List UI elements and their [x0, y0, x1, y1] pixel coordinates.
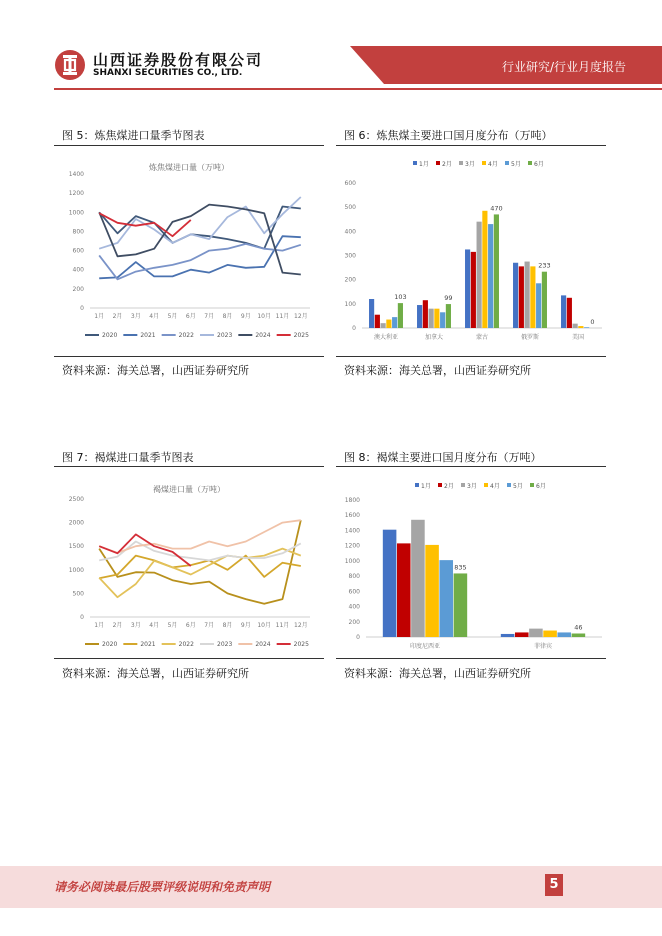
legend-swatch-6月	[528, 161, 532, 165]
legend-label-2023: 2023	[217, 641, 233, 648]
bar-2月	[375, 315, 380, 328]
bar-6月	[446, 304, 451, 328]
y-tick-label: 1000	[68, 566, 84, 574]
y-tick-label: 800	[348, 573, 360, 581]
x-tick-label: 澳大利亚	[373, 334, 399, 341]
x-tick-label: 加拿大	[424, 334, 444, 341]
y-tick-label: 600	[72, 247, 84, 255]
x-tick-label: 10月	[257, 622, 271, 629]
legend-swatch-3月	[461, 483, 465, 487]
y-tick-label: 1600	[344, 512, 360, 520]
y-tick-label: 300	[344, 252, 356, 260]
figure-5-bottom-rule	[54, 356, 324, 357]
figure-8-top-rule	[336, 466, 606, 467]
legend-swatch-3月	[459, 161, 463, 165]
bar-6月	[398, 303, 403, 328]
chart-title: 褐煤进口量（万吨）	[153, 485, 225, 494]
figure-5-title: 图 5：炼焦煤进口量季节图表	[62, 129, 205, 142]
bar-4月	[530, 266, 535, 328]
figure-5-top-rule	[54, 145, 324, 146]
figure-6-top-rule	[336, 145, 606, 146]
x-tick-label: 7月	[204, 313, 215, 320]
figure-6-title: 图 6：炼焦煤主要进口国月度分布（万吨）	[344, 129, 553, 142]
bar-1月	[465, 249, 470, 328]
y-tick-label: 200	[72, 285, 84, 293]
x-tick-label: 10月	[257, 313, 271, 320]
x-tick-label: 美国	[571, 334, 585, 341]
bar-1月	[561, 295, 566, 328]
x-tick-label: 1月	[94, 622, 105, 629]
x-tick-label: 11月	[275, 313, 290, 320]
x-tick-label: 1月	[94, 313, 105, 320]
disclaimer-link[interactable]: 请务必阅读最后股票评级说明和免责声明	[54, 880, 271, 894]
y-tick-label: 0	[80, 614, 84, 621]
legend-swatch-6月	[530, 483, 534, 487]
bar-1月	[383, 530, 397, 637]
legend-label-2024: 2024	[255, 641, 271, 648]
x-tick-label: 菲律宾	[533, 643, 553, 650]
company-logo-icon	[54, 49, 86, 81]
bar-5月	[584, 327, 589, 328]
x-tick-label: 9月	[240, 313, 251, 320]
bar-5月	[440, 312, 445, 328]
legend-label-4月: 4月	[488, 161, 498, 168]
data-label: 233	[538, 261, 551, 270]
figure-7-source: 资料来源：海关总署，山西证券研究所	[62, 667, 249, 680]
figure-8-chart	[336, 472, 606, 652]
legend-label-3月: 3月	[467, 483, 477, 490]
x-tick-label: 7月	[204, 622, 215, 629]
bar-5月	[488, 224, 493, 328]
x-tick-label: 12月	[294, 313, 308, 320]
y-tick-label: 1000	[344, 557, 360, 565]
legend-label-2024: 2024	[255, 332, 271, 339]
y-tick-label: 1000	[68, 209, 84, 217]
y-tick-label: 0	[352, 325, 356, 332]
legend-label-2月: 2月	[442, 161, 452, 168]
bar-2月	[519, 266, 524, 328]
legend-label-3月: 3月	[465, 161, 475, 168]
y-tick-label: 0	[356, 634, 360, 641]
legend-label-6月: 6月	[534, 161, 544, 168]
bar-1月	[369, 299, 374, 328]
legend-label-2021: 2021	[140, 641, 156, 648]
y-tick-label: 500	[344, 204, 356, 212]
y-tick-label: 1800	[344, 497, 360, 504]
y-tick-label: 400	[348, 603, 360, 611]
bar-3月	[411, 520, 425, 637]
bar-5月	[536, 283, 541, 328]
x-tick-label: 2月	[112, 313, 123, 320]
legend-label-6月: 6月	[536, 483, 546, 490]
data-label: 99	[444, 294, 453, 303]
x-tick-label: 2月	[112, 622, 123, 629]
y-tick-label: 0	[80, 305, 84, 312]
y-tick-label: 1400	[344, 527, 360, 535]
legend-label-2021: 2021	[140, 332, 156, 339]
y-tick-label: 600	[348, 588, 360, 596]
figure-8-bottom-rule	[336, 658, 606, 659]
legend-swatch-1月	[415, 483, 419, 487]
bar-3月	[429, 309, 434, 328]
x-tick-label: 俄罗斯	[520, 334, 540, 341]
bar-4月	[386, 320, 391, 328]
x-tick-label: 11月	[275, 622, 290, 629]
bar-6月	[542, 272, 547, 328]
y-tick-label: 600	[344, 180, 356, 187]
bar-6月	[454, 573, 468, 637]
bar-1月	[501, 634, 515, 637]
x-tick-label: 3月	[130, 622, 141, 629]
legend-swatch-2月	[436, 161, 440, 165]
x-tick-label: 蒙古	[475, 334, 489, 341]
y-tick-label: 400	[344, 228, 356, 236]
bar-3月	[529, 629, 543, 637]
bar-4月	[543, 631, 557, 637]
page-header	[0, 0, 662, 92]
x-tick-label: 6月	[185, 313, 196, 320]
x-tick-label: 4月	[149, 622, 160, 629]
bar-1月	[417, 305, 422, 328]
header-divider	[54, 88, 662, 90]
x-tick-label: 3月	[130, 313, 141, 320]
chart-title: 炼焦煤进口量（万吨）	[149, 163, 229, 172]
page-number: 5	[545, 874, 563, 896]
bar-4月	[425, 545, 439, 637]
bar-2月	[471, 252, 476, 328]
legend-swatch-4月	[482, 161, 486, 165]
bar-1月	[513, 263, 518, 328]
legend-label-4月: 4月	[490, 483, 500, 490]
x-tick-label: 9月	[240, 622, 251, 629]
x-tick-label: 5月	[167, 313, 178, 320]
figure-6-source: 资料来源：海关总署，山西证券研究所	[344, 364, 531, 377]
bar-5月	[439, 560, 453, 637]
bar-6月	[572, 633, 586, 637]
x-tick-label: 6月	[185, 622, 196, 629]
data-label: 103	[394, 293, 407, 302]
y-tick-label: 1400	[68, 171, 84, 178]
bar-4月	[578, 326, 583, 328]
y-tick-label: 1200	[344, 542, 360, 550]
legend-label-2022: 2022	[178, 641, 194, 648]
bar-3月	[381, 323, 386, 328]
x-tick-label: 12月	[294, 622, 308, 629]
figure-8-title: 图 8：褐煤主要进口国月度分布（万吨）	[344, 451, 542, 464]
y-tick-label: 1500	[68, 543, 84, 551]
y-tick-label: 100	[344, 300, 356, 308]
bar-3月	[525, 262, 530, 328]
legend-swatch-4月	[484, 483, 488, 487]
figure-7-chart	[54, 472, 324, 652]
figure-8-source: 资料来源：海关总署，山西证券研究所	[344, 667, 531, 680]
figure-7-top-rule	[54, 466, 324, 467]
legend-label-1月: 1月	[421, 483, 431, 490]
data-label: 46	[574, 623, 583, 632]
x-tick-label: 5月	[167, 622, 178, 629]
legend-label-5月: 5月	[511, 161, 521, 168]
legend-label-2023: 2023	[217, 332, 233, 339]
legend-label-2025: 2025	[293, 332, 309, 339]
series-line-2025	[99, 213, 191, 236]
bar-3月	[477, 222, 482, 328]
bar-2月	[567, 298, 572, 328]
series-line-2022	[99, 244, 301, 279]
legend-label-2022: 2022	[178, 332, 194, 339]
bar-4月	[434, 309, 439, 328]
company-name-en: SHANXI SECURITIES CO., LTD.	[93, 68, 243, 78]
figure-7-bottom-rule	[54, 658, 324, 659]
series-line-2021	[99, 236, 301, 278]
report-type-tag: 行业研究/行业月度报告	[501, 60, 626, 74]
figure-7-title: 图 7：褐煤进口量季节图表	[62, 451, 194, 464]
series-line-2024	[99, 205, 301, 275]
figure-6-bottom-rule	[336, 356, 606, 357]
figure-6-chart	[336, 150, 606, 350]
legend-swatch-5月	[507, 483, 511, 487]
legend-label-2020: 2020	[102, 332, 118, 339]
legend-label-1月: 1月	[419, 161, 429, 168]
y-tick-label: 2000	[68, 519, 84, 527]
y-tick-label: 800	[72, 228, 84, 236]
figure-5-chart	[54, 150, 324, 350]
company-name-cn: 山西证券股份有限公司	[93, 51, 264, 69]
bar-5月	[557, 632, 571, 637]
legend-label-2月: 2月	[444, 483, 454, 490]
x-tick-label: 8月	[222, 622, 233, 629]
x-tick-label: 8月	[222, 313, 233, 320]
y-tick-label: 1200	[68, 190, 84, 198]
data-label: 470	[490, 204, 503, 213]
y-tick-label: 500	[72, 590, 84, 598]
legend-swatch-1月	[413, 161, 417, 165]
y-tick-label: 200	[348, 618, 360, 626]
bar-2月	[397, 543, 411, 637]
data-label: 0	[590, 318, 595, 326]
x-tick-label: 印度尼西亚	[409, 643, 441, 650]
bar-3月	[573, 324, 578, 328]
y-tick-label: 200	[344, 276, 356, 284]
legend-label-2020: 2020	[102, 641, 118, 648]
legend-label-5月: 5月	[513, 483, 523, 490]
legend-label-2025: 2025	[293, 641, 309, 648]
bar-5月	[392, 317, 397, 328]
bar-2月	[515, 632, 529, 637]
series-line-2024	[99, 520, 301, 553]
bar-4月	[482, 211, 487, 328]
data-label: 835	[454, 563, 467, 572]
bar-2月	[423, 300, 428, 328]
legend-swatch-2月	[438, 483, 442, 487]
x-tick-label: 4月	[149, 313, 160, 320]
legend-swatch-5月	[505, 161, 509, 165]
figure-5-source: 资料来源：海关总署，山西证券研究所	[62, 364, 249, 377]
y-tick-label: 400	[72, 266, 84, 274]
bar-6月	[494, 214, 499, 328]
y-tick-label: 2500	[68, 496, 84, 503]
